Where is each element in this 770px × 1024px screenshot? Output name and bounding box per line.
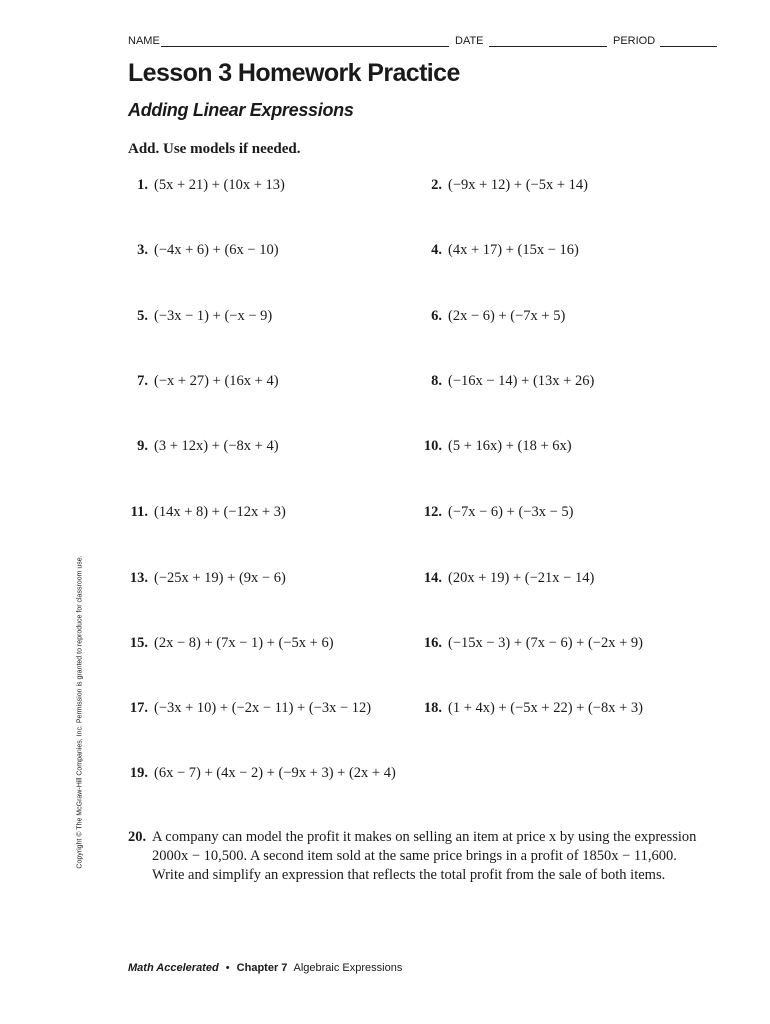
problem-expression: (1 + 4x) + (−5x + 22) + (−8x + 3): [448, 700, 643, 716]
problem-expression: (4x + 17) + (15x − 16): [448, 242, 579, 258]
problem-expression: (−16x − 14) + (13x + 26): [448, 373, 595, 389]
problem-number: 8.: [431, 373, 442, 389]
word-problem-line: A company can model the profit it makes on selling an item at price x by using the expression: [152, 829, 697, 845]
problem-item: [126, 634, 334, 652]
problem-number: 10.: [423, 438, 442, 454]
problem-number: 19.: [129, 765, 148, 781]
problem-number: 6.: [431, 308, 442, 324]
problem-expression: (−3x + 10) + (−2x − 11) + (−3x − 12): [154, 700, 372, 716]
date-label: DATE: [455, 35, 484, 47]
problem-number: 3.: [137, 242, 148, 258]
problem-expression: (6x − 7) + (4x − 2) + (−9x + 3) + (2x + 4): [154, 765, 396, 781]
problem-item: [420, 634, 643, 652]
problem-item: [126, 241, 279, 259]
word-problem-line: 2000x − 10,500. A second item sold at the same price brings in a profit of 1850x − 11,600.: [152, 848, 677, 864]
problem-expression: (−9x + 12) + (−5x + 14): [448, 177, 588, 193]
problem-item: [126, 699, 371, 717]
problem-expression: (5 + 16x) + (18 + 6x): [448, 438, 572, 454]
problem-number: 4.: [431, 242, 442, 258]
problem-expression: (2x − 8) + (7x − 1) + (−5x + 6): [154, 635, 334, 651]
footer-topic: Algebraic Expressions: [293, 962, 403, 974]
problem-number: 12.: [423, 504, 442, 520]
problem-number: 2.: [431, 177, 442, 193]
problem-expression: (−4x + 6) + (6x − 10): [154, 242, 279, 258]
problem-item: [126, 437, 279, 455]
problem-item: [126, 764, 396, 782]
problem-item: [420, 372, 594, 390]
problem-expression: (−25x + 19) + (9x − 6): [154, 570, 286, 586]
footer: [128, 962, 402, 974]
footer-chapter: Chapter 7: [236, 962, 288, 974]
problem-expression: (−x + 27) + (16x + 4): [154, 373, 279, 389]
problem-expression: (20x + 19) + (−21x − 14): [448, 570, 595, 586]
problem-expression: (−3x − 1) + (−x − 9): [154, 308, 273, 324]
period-label: PERIOD: [613, 35, 656, 47]
problem-expression: (−7x − 6) + (−3x − 5): [448, 504, 574, 520]
problem-item: [420, 569, 594, 587]
problem-number: 7.: [137, 373, 148, 389]
word-problem-text: [152, 828, 732, 885]
page-title: Lesson 3 Homework Practice: [128, 59, 460, 87]
problem-number: 20.: [128, 829, 147, 845]
period-blank-line[interactable]: [660, 46, 717, 47]
date-blank-line[interactable]: [489, 46, 607, 47]
footer-bullet: •: [225, 962, 230, 974]
problem-item: [420, 437, 572, 455]
word-problem-line: Write and simplify an expression that reflects the total profit from the sale of both items.: [152, 867, 666, 883]
problem-expression: (5x + 21) + (10x + 13): [154, 177, 285, 193]
page-subtitle: Adding Linear Expressions: [128, 100, 354, 120]
problem-number: 5.: [137, 308, 148, 324]
problem-item: [126, 503, 286, 521]
problem-number: 1.: [137, 177, 148, 193]
problem-item: [420, 307, 565, 325]
problem-expression: (−15x − 3) + (7x − 6) + (−2x + 9): [448, 635, 643, 651]
problem-number: 16.: [423, 635, 442, 651]
problem-item: [420, 241, 579, 259]
problem-expression: (2x − 6) + (−7x + 5): [448, 308, 566, 324]
problem-item: [420, 699, 643, 717]
instructions: Add. Use models if needed.: [128, 141, 301, 157]
problem-item: [126, 307, 272, 325]
problem-number: 18.: [423, 700, 442, 716]
problem-expression: (3 + 12x) + (−8x + 4): [154, 438, 279, 454]
name-blank-line[interactable]: [161, 46, 449, 47]
problem-number: 17.: [129, 700, 148, 716]
problem-item: [420, 176, 588, 194]
problem-item: [420, 503, 573, 521]
name-label: NAME: [128, 35, 160, 47]
footer-series: Math Accelerated: [128, 962, 219, 974]
problem-item: [126, 372, 279, 390]
problem-number: 14.: [423, 570, 442, 586]
problem-item: [126, 176, 285, 194]
problem-expression: (14x + 8) + (−12x + 3): [154, 504, 286, 520]
problem-number: 9.: [137, 438, 148, 454]
problem-number: 11.: [130, 504, 148, 520]
problem-number: 13.: [129, 570, 148, 586]
problem-item: [126, 569, 286, 587]
problem-number: 15.: [129, 635, 148, 651]
copyright-notice: Copyright © The McGraw-Hill Companies, Inc. Permission is granted to reproduce for classroom use.: [76, 555, 84, 869]
